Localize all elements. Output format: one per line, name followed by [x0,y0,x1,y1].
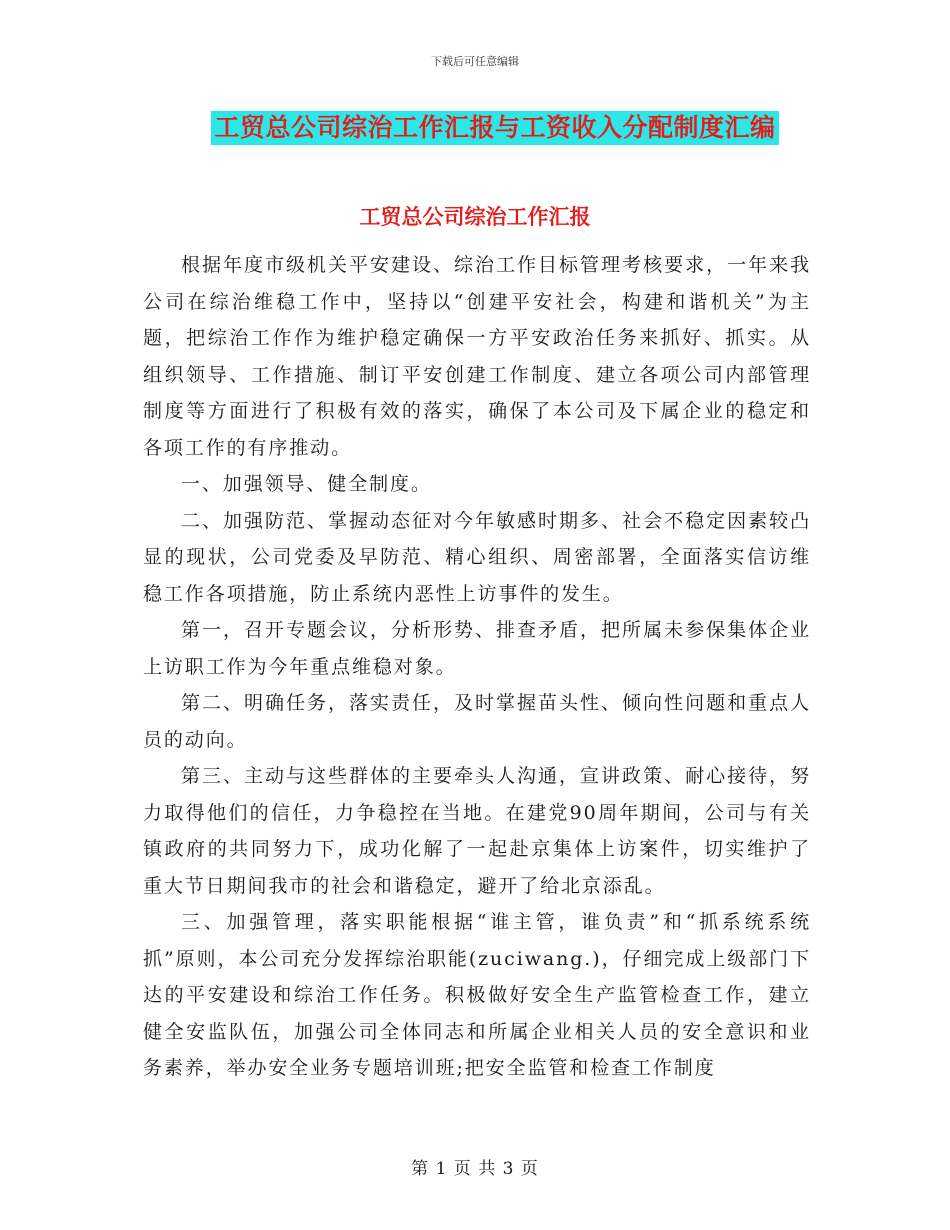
paragraph: 第三、主动与这些群体的主要牵头人沟通，宣讲政策、耐心接待，努力取得他们的信任，力争稳控在当地。在建党90周年期间，公司与有关镇政府的共同努力下，成功化解了一起赴京集体上访案件，切实维护了重大节日期间我市的社会和谐稳定，避开了给北京添乱。 [143,765,811,897]
header-note: 下载后可任意编辑 [431,55,519,68]
paragraph: 第二、明确任务，落实责任，及时掌握苗头性、倾向性问题和重点人员的动向。 [143,692,811,751]
page-footer: 第 1 页 共 3 页 [411,1159,539,1179]
paragraph: 一、加强领导、健全制度。 [181,473,432,495]
section-title: 工贸总公司综治工作汇报 [359,204,591,229]
main-title-container [0,111,950,145]
paragraph: 第一，召开专题会议，分析形势、排查矛盾，把所属未参保集体企业上访职工作为今年重点维稳对象。 [143,619,811,678]
paragraph: 二、加强防范、掌握动态征对今年敏感时期多、社会不稳定因素较凸显的现状，公司党委及早防范、精心组织、周密部署，全面落实信访维稳工作各项措施，防止系统内恶性上访事件的发生。 [143,509,811,605]
paragraph: 根据年度市级机关平安建设、综治工作目标管理考核要求，一年来我公司在综治维稳工作中，坚持以“创建平安社会，构建和谐机关”为主题，把综治工作作为维护稳定确保一方平安政治任务来抓好、抓实。从组织领导、工作措施、制订平安创建工作制度、建立各项公司内部管理制度等方面进行了积极有效的落实，确保了本公司及下属企业的稳定和各项工作的有序推动。 [143,254,811,459]
document-body [143,247,811,1087]
main-title: 工贸总公司综治工作汇报与工资收入分配制度汇编 [211,111,778,145]
paragraph: 三、加强管理，落实职能根据“谁主管，谁负责”和“抓系统系统抓”原则，本公司充分发挥综治职能(zuciwang.)，仔细完成上级部门下达的平安建设和综治工作任务。积极做好安全生产监管检查工作，建立健全安监队伍，加强公司全体同志和所属企业相关人员的安全意识和业务素养，举办安全业务专题培训班;把安全监管和检查工作制度 [143,911,811,1079]
